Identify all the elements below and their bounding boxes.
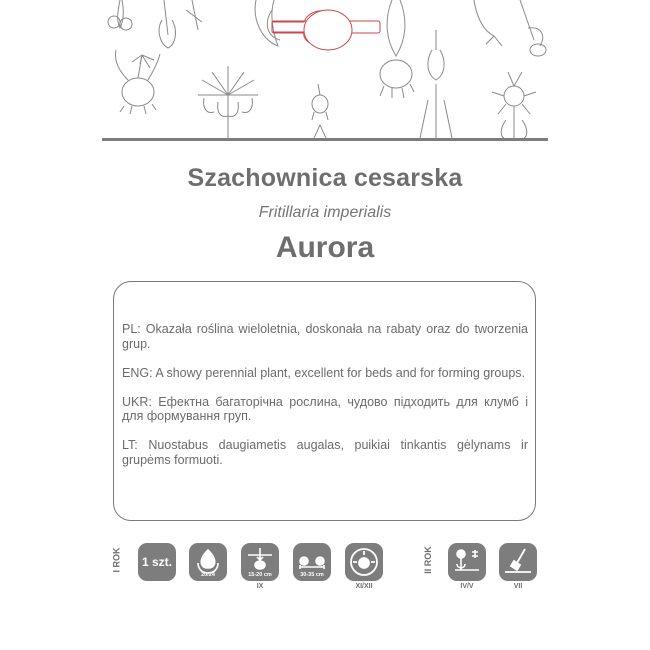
common-name: Szachownica cesarska	[187, 164, 463, 192]
spacing-icon	[293, 543, 331, 581]
spacing-value: 30-35 cm	[300, 572, 324, 578]
planting-month: IX	[256, 583, 264, 590]
rooting-clock-icon	[345, 543, 383, 581]
bulb-size-icon	[189, 543, 227, 581]
rooting-month: XI/XII	[355, 583, 373, 590]
depth-value: 15-20 cm	[248, 572, 272, 578]
dig-month: VII	[513, 583, 523, 590]
description-eng: ENG: A showy perennial plant, excellent for beds and for forming groups.	[122, 365, 526, 380]
year-2-label: II ROK	[422, 546, 433, 574]
illustration-baseline	[102, 138, 548, 141]
bulb-size-value: 20/24	[201, 572, 215, 578]
description-lt: LT: Nuostabus daugiametis augalas, puikiai tinkantis gėlynams ir grupėms formuoti.	[122, 438, 528, 467]
bloom-month: IV/V	[460, 583, 474, 590]
botanical-illustration	[102, 0, 548, 140]
description-pl: PL: Okazała roślina wieloletnia, doskonała na rabaty oraz do tworzenia grup.	[122, 322, 528, 351]
shovel-icon	[499, 543, 537, 581]
latin-name: Fritillaria imperialis	[258, 204, 392, 221]
variety-name: Aurora	[275, 231, 375, 264]
description-text	[122, 322, 528, 482]
quantity-value: 1 szt.	[141, 555, 172, 569]
year-1-label: I ROK	[111, 547, 122, 573]
quantity-icon	[138, 543, 176, 581]
description-ukr: UKR: Ефектна багаторічна рослина, чудово підходить для клумб і для формування груп.	[122, 394, 528, 423]
planting-depth-icon	[241, 543, 279, 581]
flowering-icon	[448, 543, 486, 581]
